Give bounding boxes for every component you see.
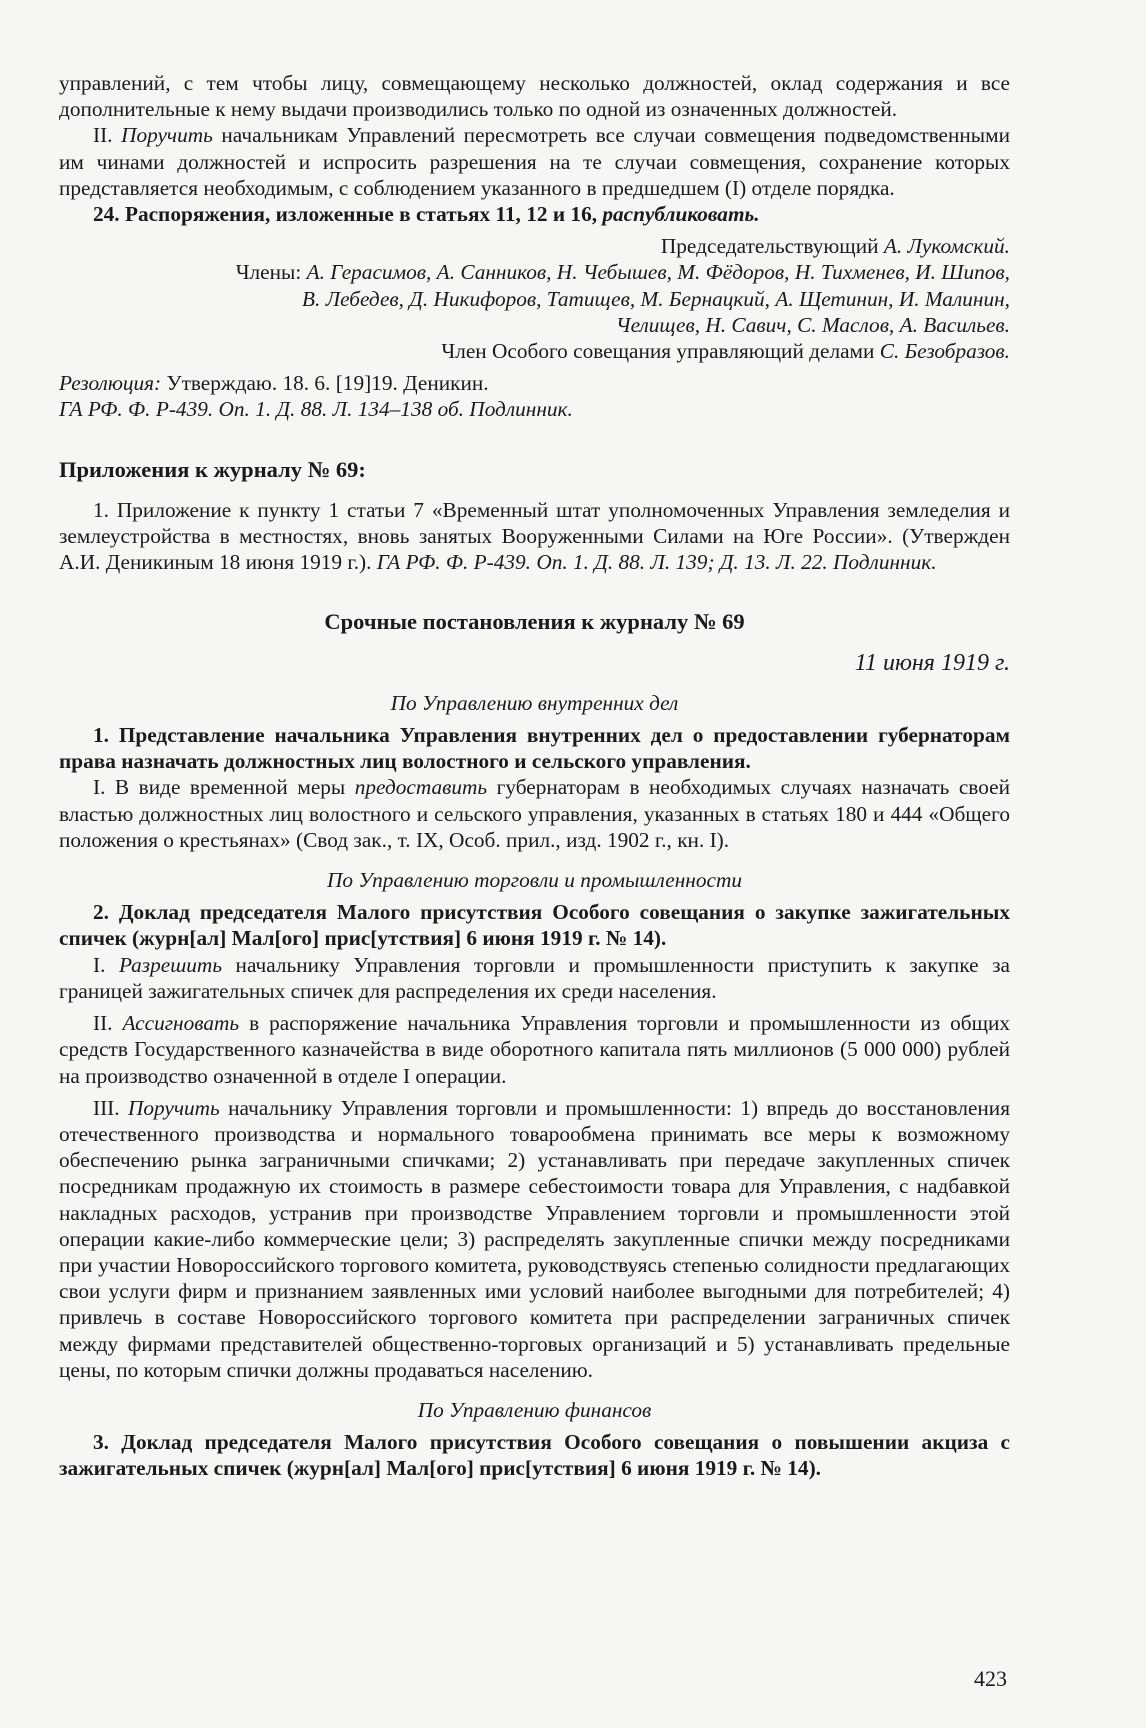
- resolution-text: Утверждаю. 18. 6. [19]19. Деникин.: [166, 371, 489, 396]
- appendix-item: [59, 497, 1010, 576]
- clause-verb: Поручить: [121, 123, 213, 148]
- section-finance: По Управлению финансов: [417, 1397, 652, 1422]
- members-line: [59, 259, 1010, 285]
- item-24-text: 24. Распоряжения, изложенные в статьях 11, 12 и 16,: [93, 202, 598, 227]
- clause-text: в распоряжение начальника Управления торговли и промышленности из общих средств Государственного казначейства в виде оборотного капитала пять миллионов (5 000 000) рублей на производство означенной в отделе I операции.: [59, 1011, 1011, 1088]
- text-column: [59, 70, 1010, 1482]
- clause-number: I.: [93, 952, 106, 977]
- item-1-title: 1. Представление начальника Управления внутренних дел о предоставлении губернаторам права назначать должностных лиц волостного и сельского управления.: [59, 723, 1010, 774]
- signature-block: [59, 233, 1010, 364]
- clause-verb: Ассигновать: [122, 1011, 240, 1036]
- clause-number: III.: [93, 1095, 120, 1120]
- page-number: 423: [974, 1666, 1007, 1691]
- clause-number: II.: [93, 123, 113, 148]
- members-label: Члены:: [235, 260, 302, 285]
- clause-verb: Поручить: [128, 1095, 220, 1120]
- clause-text: начальнику Управления торговли и промышленности приступить к закупке за границей зажигательных спичек для распределения их среди населения.: [59, 952, 1010, 1003]
- urgent-heading: Срочные постановления к журналу № 69: [324, 609, 745, 635]
- secretary-label: Член Особого совещания управляющий делами: [441, 339, 875, 364]
- item-2-title: 2. Доклад председателя Малого присутствия Особого совещания о закупке зажигательных спичек (журн[ал] Мал[ого] прис[утствия] 6 июня 1919 г. № 14).: [59, 900, 1010, 951]
- chair-label: Председательствующий: [660, 234, 879, 259]
- resolution-label: Резолюция:: [59, 371, 162, 396]
- members-names: А. Герасимов, А. Санников, Н. Чебышев, М. Фёдоров, Н. Тихменев, И. Шипов,: [306, 260, 1010, 285]
- appendix-reference: ГА РФ. Ф. Р-439. Оп. 1. Д. 88. Л. 139; Д. 13. Л. 22. Подлинник.: [376, 550, 937, 575]
- item-24: [59, 201, 1010, 227]
- clause-text: начальникам Управлений пересмотреть все случаи совмещения подведомственными им чинами должностей и испросить разрешения на те случаи совмещения, сохранение которых представляется необходимым, с соблюдением указанного в предшедшем (I) отделе порядка.: [59, 123, 1010, 200]
- paragraph: [59, 774, 1010, 853]
- clause-verb: предоставить: [354, 775, 488, 800]
- section-trade: По Управлению торговли и промышленности: [327, 868, 742, 893]
- item-24-verb: распубликовать.: [602, 202, 760, 227]
- archive-reference: ГА РФ. Ф. Р-439. Оп. 1. Д. 88. Л. 134–138 об. Подлинник.: [59, 397, 573, 422]
- clause-text: губернаторам в необходимых случаях назначать своей властью должностных лиц волостного и сельского управления, указанных в статьях 180 и 444 «Общего положения о крестьянах» (Свод зак., т. IX, Особ. прил., изд. 1902 г., кн. I).: [59, 775, 1010, 852]
- urgent-date: 11 июня 1919 г.: [854, 649, 1010, 676]
- chair-name: А. Лукомский.: [883, 234, 1010, 259]
- clause-number: I. В виде временной меры: [93, 775, 346, 800]
- section-interior: По Управлению внутренних дел: [390, 690, 679, 715]
- item-3-title: 3. Доклад председателя Малого присутствия Особого совещания о повышении акциза с зажигательных спичек (журн[ал] Мал[ого] прис[утствия] 6 июня 1919 г. № 14).: [59, 1430, 1010, 1481]
- paragraph: [59, 1010, 1010, 1089]
- clause-number: II.: [93, 1011, 113, 1036]
- members-line: В. Лебедев, Д. Никифоров, Татищев, М. Бернацкий, А. Щетинин, И. Малинин,: [302, 286, 1010, 311]
- secretary-signature: [59, 338, 1010, 364]
- chair-signature: [59, 233, 1010, 259]
- appendix-text: 1. Приложение к пункту 1 статьи 7 «Временный штат уполномоченных Управления земледелия и землеустройства в местностях, вновь занятых Вооруженными Силами на Юге России». (Утвержден А.И. Деникиным 18 июня 1919 г.).: [59, 497, 1010, 575]
- appendix-heading: Приложения к журналу № 69:: [59, 456, 366, 482]
- paragraph: [59, 122, 1010, 201]
- clause-text: начальнику Управления торговли и промышленности: 1) впредь до восстановления отечественного производства и нормального товарообмена принимать все меры к возможному обеспечению рынка заграничными спичками; 2) устанавливать при передаче закупленных спичек посредникам продажную их стоимость в размере себестоимости товара для Управления, с надбавкой накладных расходов, устранив при производстве Управлением торговли и промышленности этой операции какие-либо коммерческие цели; 3) распределять закупленные спички между посредниками при участии Новороссийского торгового комитета, руководствуясь степенью солидности предлагающих свои услуги фирм и признанием заявленных ими условий наиболее выгодными для потребителей; 4) привлечь в составе Новороссийского торгового комитета при распределении заграничных спичек между фирмами представителей общественно-торговых организаций и 5) устанавливать предельные цены, по которым спички должны продаваться населению.: [59, 1095, 1011, 1382]
- members-line: Челищев, Н. Савич, С. Маслов, А. Васильев.: [615, 312, 1010, 337]
- secretary-name: С. Безобразов.: [879, 339, 1010, 364]
- paragraph: управлений, с тем чтобы лицу, совмещающему несколько должностей, оклад содержания и все дополнительные к нему выдачи производились только по одной из означенных должностей.: [59, 71, 1010, 122]
- paragraph: [59, 1095, 1010, 1383]
- paragraph: [59, 952, 1010, 1004]
- clause-verb: Разрешить: [118, 952, 223, 977]
- resolution: [59, 370, 1010, 396]
